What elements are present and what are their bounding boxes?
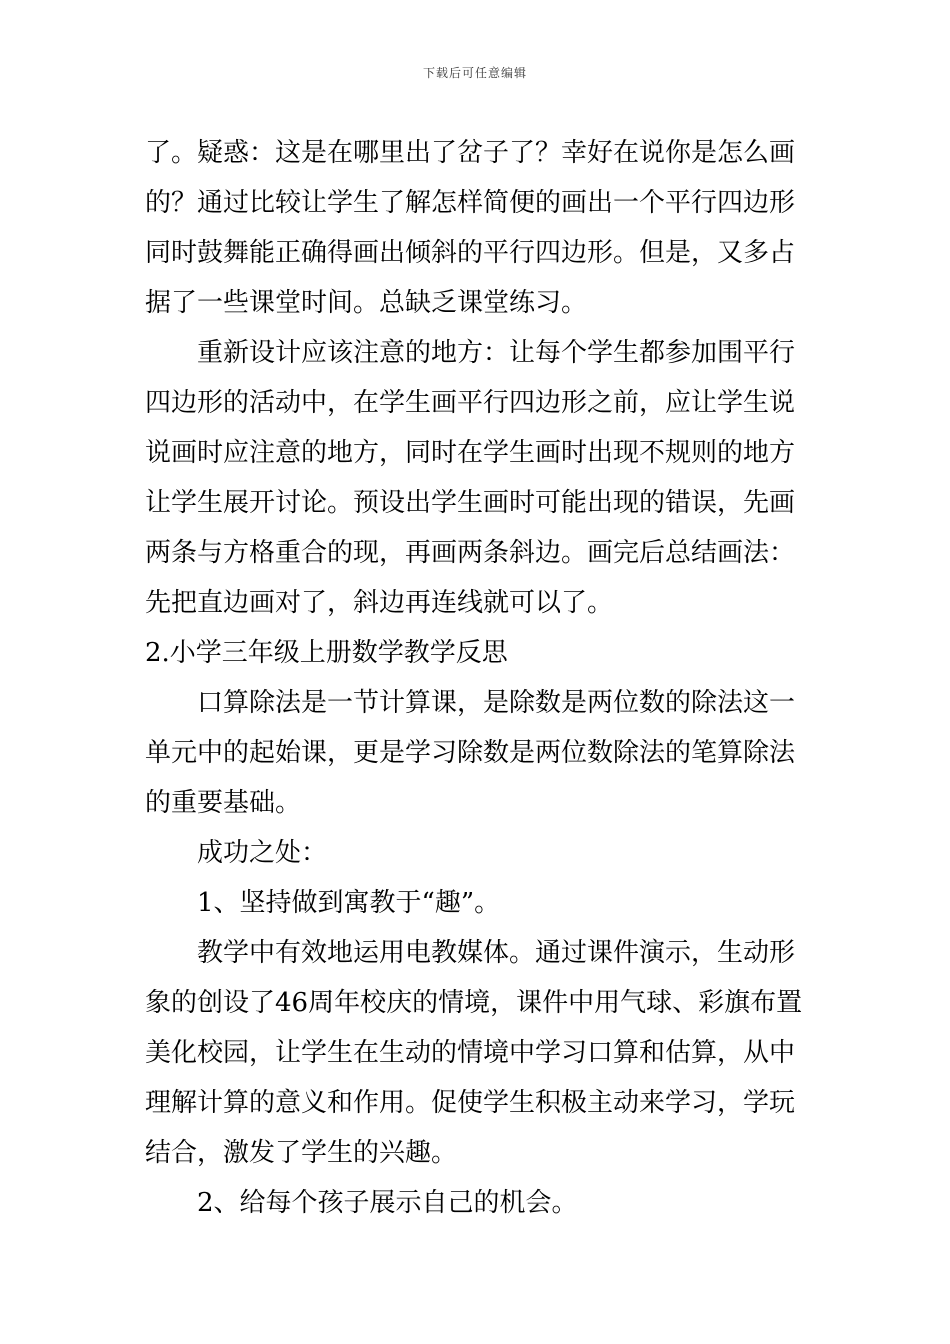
text-line: 四边形的活动中，在学生画平行四边形之前，应让学生说 — [145, 388, 796, 418]
list-item: 2、给每个孩子展示自己的机会。 — [197, 1188, 578, 1218]
text-line: 说画时应注意的地方，同时在学生画时出现不规则的地方 — [145, 438, 796, 468]
text-line: 结合，激发了学生的兴趣。 — [145, 1138, 458, 1168]
text-line: 同时鼓舞能正确得画出倾斜的平行四边形。但是，又多占 — [145, 238, 796, 268]
text-line: 美化校园，让学生在生动的情境中学习口算和估算，从中 — [145, 1038, 796, 1068]
paragraph-start: 教学中有效地运用电教媒体。通过课件演示，生动形 — [197, 938, 796, 968]
text-line: 的重要基础。 — [145, 788, 302, 818]
paragraph-start: 口算除法是一节计算课，是除数是两位数的除法这一 — [197, 688, 796, 718]
text-line: 两条与方格重合的现，再画两条斜边。画完后总结画法： — [145, 538, 796, 568]
text-line: 了。疑惑：这是在哪里出了岔子了？幸好在说你是怎么画 — [145, 138, 796, 168]
text-line: 据了一些课堂时间。总缺乏课堂练习。 — [145, 288, 588, 318]
text-line: 象的创设了46周年校庆的情境，课件中用气球、彩旗布置 — [145, 988, 803, 1018]
paragraph-start: 重新设计应该注意的地方：让每个学生都参加围平行 — [197, 338, 796, 368]
text-line: 理解计算的意义和作用。促使学生积极主动来学习，学玩 — [145, 1088, 796, 1118]
text-line: 先把直边画对了，斜边再连线就可以了。 — [145, 588, 614, 618]
list-item: 1、坚持做到寓教于“趣”。 — [197, 888, 501, 918]
text-line: 让学生展开讨论。预设出学生画时可能出现的错误，先画 — [145, 488, 796, 518]
subheading: 成功之处： — [197, 838, 328, 868]
text-line: 的？通过比较让学生了解怎样简便的画出一个平行四边形 — [145, 188, 796, 218]
section-heading: 2.小学三年级上册数学教学反思 — [145, 638, 508, 668]
document-body — [145, 128, 810, 1228]
text-line: 单元中的起始课，更是学习除数是两位数除法的笔算除法 — [145, 738, 796, 768]
page-header: 下载后可任意编辑 — [422, 66, 527, 80]
